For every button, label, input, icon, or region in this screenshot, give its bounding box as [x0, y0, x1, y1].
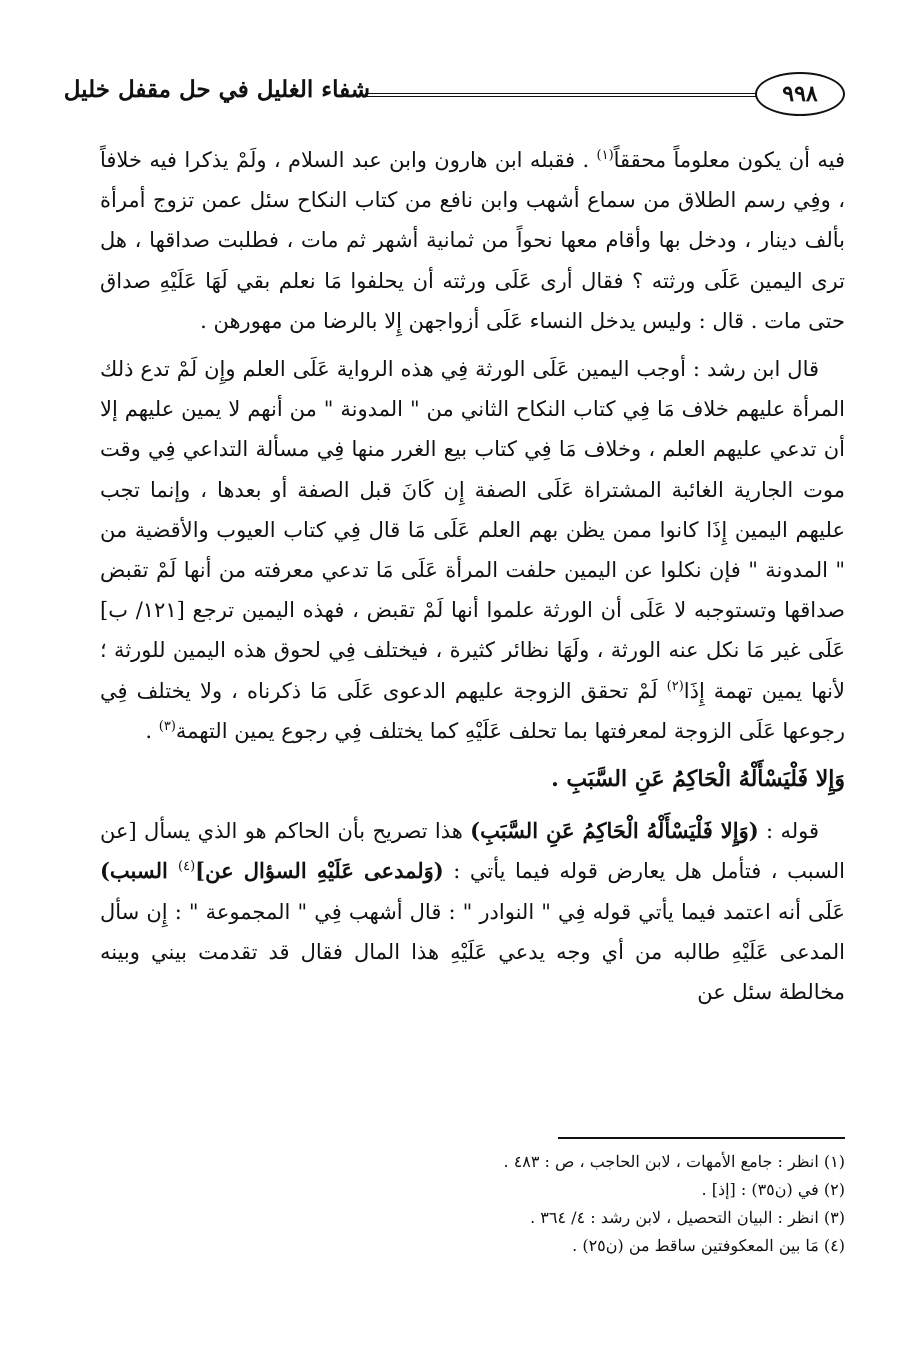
footnote-ref-4: (٤)	[178, 859, 196, 875]
paragraph-2-text-continued: لَمْ تحقق الزوجة عليهم الدعوى عَلَى مَا ذكرناه ، ولا يختلف فِي رجوعها عَلَى الزوجة لمعرفتها بما تحلف عَلَيْهِ كما يختلف فِي رجوع يمين التهمة	[100, 678, 845, 743]
footnote-1: (١) انظر : جامع الأمهات ، لابن الحاجب ، ص : ٤٨٣ .	[503, 1152, 845, 1171]
footnote-2: (٢) في (ن٣٥) : [إذ] .	[701, 1180, 845, 1199]
page-header	[63, 72, 845, 132]
matn-heading: وَإِلا فَلْيَسْأَلْهُ الْحَاكِمُ عَنِ السَّبَبِ .	[551, 766, 845, 793]
paragraph-3-text: هذا تصريح بأن الحاكم هو الذي يسأل [عن السبب ، فتأمل هل يعارض قوله فيما يأتي :	[100, 819, 846, 884]
main-text	[100, 140, 845, 1020]
paragraph-3-intro: قوله :	[758, 819, 819, 844]
header-rule	[365, 93, 757, 97]
footnote-ref-1: (١)	[596, 148, 614, 163]
paragraph-3-text-continued: عَلَى أنه اعتمد فيما يأتي قوله فِي " النوادر " : قال أشهب فِي " المجموعة " : إِن سأل المدعى عَلَيْهِ طالبه من أي وجه يدعي عَلَيْهِ هذا المال فقال قد تقدمت بيني وبينه مخالطة سئل عن	[100, 899, 845, 1005]
quoted-matn-3: السبب)	[100, 858, 179, 884]
paragraph-1-text-continued: . فقبله ابن هارون وابن عبد السلام ، ولَمْ يذكرا فيه خلافاً ، وفِي رسم الطلاق من سماع أشهب وابن نافع من كتاب النكاح سئل عمن تزوج أمرأة بألف دينار ، ودخل بها وأقام معها نحواً من ثمانية أشهر ثم مات ، فطلبت صداقها ، هل ترى اليمين عَلَى ورثته ؟ فقال أرى عَلَى ورثته أن يحلفوا مَا نعلم بقي لَهَا عَلَيْهِ صداق حتى مات . قال : وليس يدخل النساء عَلَى أزواجهن إِلا بالرضا من مهورهن .	[100, 148, 845, 333]
paragraph-1	[100, 140, 845, 341]
paragraph-2	[100, 349, 845, 751]
footnote-4: (٤) مَا بين المعكوفتين ساقط من (ن٢٥) .	[572, 1236, 845, 1255]
quoted-matn-1: (وَإِلا فَلْيَسْأَلْهُ الْحَاكِمُ عَنِ السَّبَبِ)	[470, 818, 759, 844]
quoted-matn-2: (وَلمدعى عَلَيْهِ السؤال عن]	[195, 858, 444, 884]
book-title: شفاء الغليل في حل مقفل خليل	[63, 76, 370, 103]
paragraph-1-text: فيه أن يكون معلوماً محققاً	[613, 148, 845, 172]
paragraph-3	[100, 811, 845, 1012]
footnote-3: (٣) انظر : البيان التحصيل ، لابن رشد : ٤/ ٣٦٤ .	[530, 1208, 845, 1227]
paragraph-2-text: قال ابن رشد : أوجب اليمين عَلَى الورثة فِي هذه الرواية عَلَى العلم وإِن لَمْ تدع ذلك المرأة عليهم خلاف مَا فِي كتاب النكاح الثاني من " المدونة " من أنهم لا يمين عليهم إلا أن تدعي عليهم العلم ، وخلاف مَا فِي كتاب بيع الغرر منها فِي مسألة التداعي فِي وقت موت الجارية الغائبة المشتراة عَلَى الصفة إِن كَانَ قبل الصفة أو بعدها ، وإنما تجب عليهم اليمين إِذَا كانوا ممن يظن بهم العلم عَلَى مَا قال فِي كتاب العيوب والأقضية من " المدونة " فإن نكلوا عن اليمين حلفت المرأة عَلَى مَا تدعي معرفته من أنها لَمْ تقبض صداقها وتستوجبه لا عَلَى أن الورثة علموا أنها لَمْ تقبض ، فهذه اليمين ترجع [١٢١/ ب] عَلَى غير مَا نكل عنه الورثة ، ولَهَا نظائر كثيرة ، فيختلف فِي لحوق هذه اليمين للورثة ؛ لأنها يمين تهمة إِذَا	[100, 357, 845, 703]
footnotes	[300, 1148, 845, 1260]
footnote-ref-3: (٣)	[158, 718, 176, 734]
footnote-ref-2: (٢)	[666, 678, 684, 694]
footnote-separator	[558, 1137, 845, 1139]
paragraph-2-end: .	[145, 718, 159, 743]
page-number: ٩٩٨	[755, 72, 845, 116]
